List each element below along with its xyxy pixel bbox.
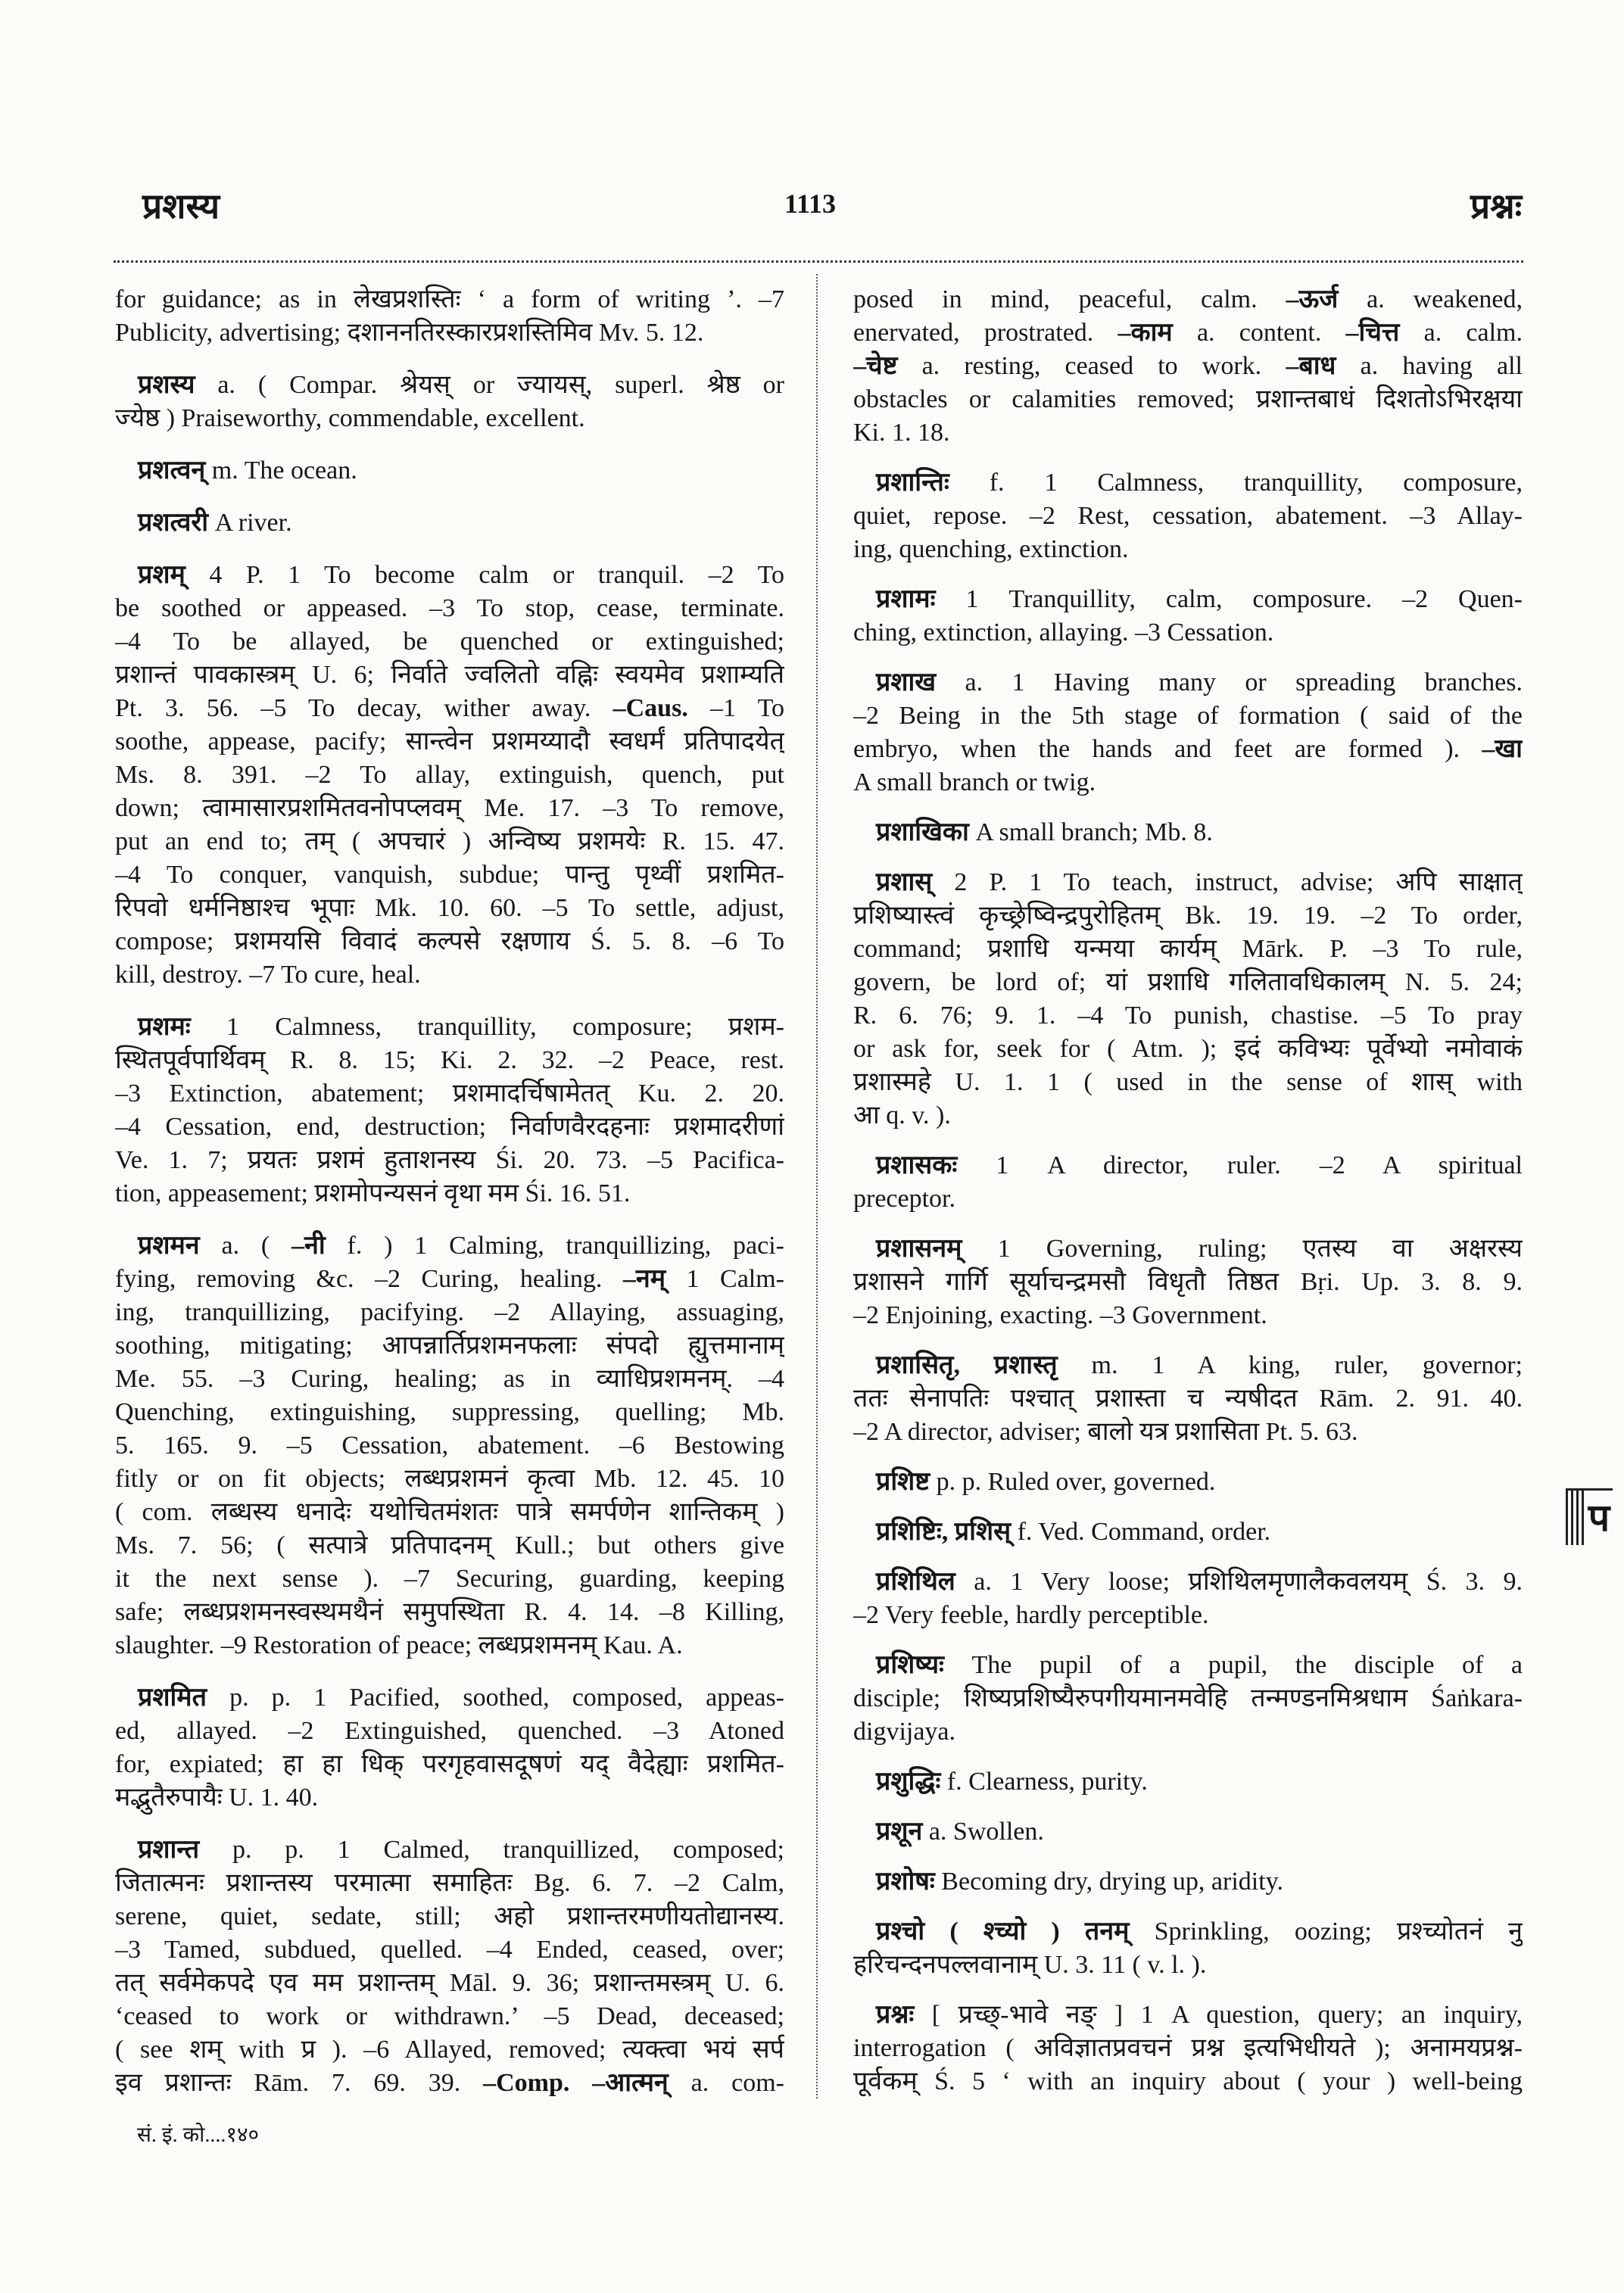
headword: प्रशत्वरी [138,509,209,537]
entry-line [115,1833,784,1867]
thumb-index-letter: प [1588,1496,1610,1540]
entry-line: fitly or on fit objects; लब्धप्रशमनं कृत्वा Mb. 12. 45. 10 [115,1465,784,1493]
subentry-label: –चेष्ट [853,352,898,380]
entry-line [115,506,784,540]
subentry-label: –ऊर्ज [1286,285,1339,313]
right-column [853,283,1523,2115]
line-text: A river. [208,509,292,537]
entry-line: –4 Cessation, end, destruction; निर्वाणवैरदहनाः प्रशमादरीणां [115,1113,784,1141]
dictionary-entry [853,1865,1523,1899]
line-text: f. Ved. Command, order. [1011,1518,1271,1546]
entry-line: serene, quiet, sedate, still; अहो प्रशान्तरमणीयतोद्यानस्य. [115,1902,784,1930]
entry-line: ed, allayed. –2 Extinguished, quenched. –3 Atoned [115,1717,784,1745]
line-text: Sprinkling, oozing; प्रश्च्योतनं नु [1129,1918,1523,1946]
entry-line: obstacles or calamities removed; प्रशान्तबाधं दिशतोऽभिरक्षया [853,385,1523,413]
headword: प्रशिथिल [876,1568,955,1596]
entry-line: govern, be lord of; यां प्रशाधि गलितावधिकालम् N. 5. 24; [853,968,1523,996]
headword: प्रशम् [138,561,185,589]
headword: प्रशस्य [138,371,195,399]
dictionary-entry [115,1011,784,1210]
line-text: f. ) 1 Calming, tranquillizing, paci- [325,1232,784,1260]
line-text: Becoming dry, drying up, aridity. [934,1868,1283,1896]
entry-line: Ve. 1. 7; प्रयतः प्रशमं हुताशनस्य Śi. 20. 73. –5 Pacifica- [115,1146,784,1174]
dictionary-entry [853,1516,1523,1549]
dictionary-entry [853,1149,1523,1216]
entry-line: 5. 165. 9. –5 Cessation, abatement. –6 Bestowing [115,1432,784,1460]
thumb-index-tab [1566,1488,1613,1545]
dictionary-entry [115,559,784,992]
dictionary-entry [853,1466,1523,1499]
entry-line [853,583,1523,616]
line-text: [ प्रच्छ्-भावे नङ् ] 1 A question, query; an inquiry, [914,2001,1523,2029]
line-text: fying, removing &c. –2 Curing, healing. [115,1265,623,1293]
entry-line: Me. 55. –3 Curing, healing; as in व्याधिप्रशमनम्. –4 [115,1365,784,1393]
entry-line [853,1765,1523,1799]
entry-line: compose; प्रशमयसि विवादं कल्पसे रक्षणाय Ś. 5. 8. –6 To [115,927,784,955]
entry-line: for, expiated; हा हा धिक् परगृहवासदूषणं यद् वैदेह्याः प्रशमित- [115,1750,784,1778]
entry-line [853,1915,1523,1949]
line-text: p. p. 1 Calmed, tranquillized, composed; [199,1836,784,1864]
headword: प्रशाखिका [876,818,969,846]
entry-line: –3 Extinction, abatement; प्रशमादर्चिषामेतत् Ku. 2. 20. [115,1080,784,1108]
entry-line: ing, tranquillizing, pacifying. –2 Allaying, assuaging, [115,1298,784,1326]
line-text: 2 P. 1 To teach, instruct, advise; अपि साक्षात् [932,868,1523,896]
dictionary-entry [853,666,1523,799]
entry-line: Quenching, extinguishing, suppressing, quelling; Mb. [115,1398,784,1426]
headword: प्रशासकः [876,1151,958,1179]
entry-line: Ms. 8. 391. –2 To allay, extinguish, quench, put [115,761,784,789]
entry-line: or ask for, seek for ( Atm. ); इदं कविभ्यः पूर्वेभ्यो नमोवाकं [853,1035,1523,1063]
entry-line: A small branch or twig. [853,768,1096,796]
entry-line: Publicity, advertising; दशाननतिरस्कारप्रशस्तिमिव Mv. 5. 12. [115,319,704,347]
subentry-label: –नी [291,1232,326,1260]
entry-line: disciple; शिष्यप्रशिष्यैरुपगीयमानमवेहि तन्मण्डनमिश्रधाम Śaṅkara- [853,1684,1523,1712]
entry-line: जितात्मनः प्रशान्तस्य परमात्मा समाहितः Bg. 6. 7. –2 Calm, [115,1869,784,1897]
running-head-first-word: प्रशस्य [142,187,220,226]
dictionary-entry [853,1915,1523,1982]
entry-line: safe; लब्धप्रशमनस्वस्थमथैनं समुपस्थिता R. 4. 14. –8 Killing, [115,1598,784,1626]
dictionary-entry [115,369,784,435]
dictionary-entry [853,866,1523,1132]
dictionary-entry [115,506,784,540]
entry-line [115,454,784,488]
headword: प्रशमित [138,1684,207,1712]
line-text: a. Swollen. [922,1818,1044,1846]
headword: प्रशमः [138,1013,191,1041]
line-text: 1 Tranquillity, calm, composure. –2 Quen- [935,585,1523,613]
line-text: m. 1 A king, ruler, governor; [1057,1351,1523,1379]
line-text: 4 P. 1 To become calm or tranquil. –2 To [185,561,784,589]
entry-line: स्थितपूर्वपार्थिवम् R. 8. 15; Ki. 2. 32. –2 Peace, rest. [115,1046,784,1074]
headword: प्रशासितृ, प्रशास्तृ [876,1351,1058,1379]
running-head-last-word: प्रश्नः [1470,187,1522,226]
entry-line [853,866,1523,899]
entry-line [853,1349,1523,1382]
entry-line: हरिचन्दनपल्लवानाम् U. 3. 11 ( v. l. ). [853,1951,1207,1979]
line-text: Pt. 3. 56. –5 To decay, wither away. [115,694,613,722]
entry-line: digvijaya. [853,1718,956,1746]
entry-line [115,1681,784,1715]
headword: प्रशाख [876,668,937,696]
dictionary-entry [115,454,784,488]
line-text: p. p. Ruled over, governed. [930,1468,1216,1496]
headword: प्रशुद्धिः [876,1768,941,1796]
entry-line: ching, extinction, allaying. –3 Cessation. [853,618,1274,646]
entry-line [115,559,784,592]
entry-line: tion, appeasement; प्रशमोपन्यसनं वृथा मम Śi. 16. 51. [115,1179,631,1207]
entry-line: –2 A director, adviser; बालो यत्र प्रशासिता Pt. 5. 63. [853,1418,1358,1446]
dictionary-entry [115,1229,784,1662]
subentry-label: –बाध [1286,352,1336,380]
entry-line: प्रशिष्यास्त्वं कृच्छ्रेष्विन्द्रपुरोहितम् Bk. 19. 19. –2 To order, [853,902,1523,930]
entry-line: ततः सेनापतिः पश्चात् प्रशास्ता च न्यषीदत Rām. 2. 91. 40. [853,1385,1523,1413]
entry-line: kill, destroy. –7 To cure, heal. [115,961,421,989]
headword: प्रशमन [138,1232,200,1260]
headword: प्रशिष्यः [876,1651,944,1679]
line-text: a. having all [1336,352,1523,380]
entry-line: ( com. लब्धस्य धनादेः यथोचितमंशतः पात्रे समर्पणेन शान्तिकम् ) [115,1498,784,1526]
headword: प्रशान्तिः [876,469,949,497]
entry-line: for guidance; as in लेखप्रशस्तिः ‘ a form of writing ’. –7 [115,285,784,313]
entry-line: Ms. 7. 56; ( सत्पात्रे प्रतिपादनम् Kull.; but others give [115,1531,784,1559]
subentry-label: –काम [1117,319,1173,347]
dictionary-entry [853,1349,1523,1449]
subentry-label: –खा [1482,735,1523,763]
entry-line [853,316,1523,350]
dictionary-entry [853,1566,1523,1632]
line-text: m. The ocean. [205,456,357,484]
headword: प्रश्चो ( श्च्यो ) तनम् [876,1918,1130,1946]
headword: प्रशामः [876,585,936,613]
line-text: a. calm. [1399,319,1523,347]
line-text: a. ( [199,1232,292,1260]
entry-line: down; त्वामासारप्रशमितवनोपप्लवम् Me. 17. –3 To remove, [115,794,784,822]
entry-line: R. 6. 76; 9. 1. –4 To punish, chastise. –5 To pray [853,1002,1523,1030]
entry-line: be soothed or appeased. –3 To stop, cease, terminate. [115,594,784,622]
dictionary-entry [115,1681,784,1815]
column-divider [816,274,818,2098]
entry-line [853,1516,1523,1549]
entry-line: ज्येष्ठ ) Praiseworthy, commendable, excellent. [115,404,585,432]
header-rule [114,260,1523,263]
entry-line: soothing, mitigating; आपन्नार्तिप्रशमनफलाः संपदो ह्युत्तमानाम् [115,1332,784,1360]
entry-line: quiet, repose. –2 Rest, cessation, abatement. –3 Allay- [853,502,1523,530]
headword: प्रशिष्टिः, प्रशिस् [876,1518,1011,1546]
entry-line: command; प्रशाधि यन्मया कार्यम् Mārk. P. –3 To rule, [853,935,1523,963]
entry-line [853,666,1523,699]
dictionary-entry [115,1833,784,2100]
entry-line [853,1999,1523,2032]
line-text: p. p. 1 Pacified, soothed, composed, appeas- [206,1684,784,1712]
headword: प्रशान्त [138,1836,200,1864]
headword: प्रशून [876,1818,923,1846]
entry-line: soothe, appease, pacify; सान्त्वेन प्रशमय्यादौ स्वधर्मं प्रतिपादयेत् [115,727,784,756]
entry-line: प्रशास्महे U. 1. 1 ( used in the sense of शास् with [853,1068,1523,1096]
entry-line: तत् सर्वमेकपदे एव मम प्रशान्तम् Māl. 9. 36; प्रशान्तमस्त्रम् U. 6. [115,1969,784,1997]
entry-line: –2 Very feeble, hardly perceptible. [853,1601,1209,1629]
line-text: posed in mind, peaceful, calm. [853,285,1286,313]
entry-line: प्रशान्तं पावकास्त्रम् U. 6; निर्वाते ज्वलितो वह्निः स्वयमेव प्रशाम्यति [115,661,784,689]
entry-line [853,350,1523,383]
dictionary-entry [853,583,1523,650]
line-text: 1 Calm- [665,1265,784,1293]
entry-line: put an end to; तम् ( अपचारं ) अन्विष्य प्रशमयेः R. 15. 47. [115,827,784,855]
line-text: a. resting, ceased to work. [897,352,1286,380]
thumb-index-bars [1566,1491,1585,1545]
headword: प्रश्नः [876,2001,915,2029]
entry-line: पूर्वकम् Ś. 5 ‘ with an inquiry about ( your ) well-being [853,2067,1523,2095]
entry-line: slaughter. –9 Restoration of peace; लब्धप्रशमनम् Kau. A. [115,1631,683,1659]
entry-line: आ q. v. ). [853,1101,951,1129]
entry-line: interrogation ( अविज्ञातप्रवचनं प्रश्न इत्यभिधीयते ); अनामयप्रश्न- [853,2034,1523,2062]
subentry-label: –नम् [622,1265,666,1293]
entry-line [853,1232,1523,1266]
line-text: 1 Calmness, tranquillity, composure; प्रशम- [190,1013,784,1041]
entry-line: मद्भुतैरुपायैः U. 1. 40. [115,1784,319,1812]
entry-line [115,1011,784,1044]
dictionary-entry [853,1765,1523,1799]
entry-line: ( see शम् with प्र ). –6 Allayed, removed; त्यक्त्वा भयं सर्प [115,2036,784,2064]
line-text: f. Clearness, purity. [940,1768,1148,1796]
line-text: a. 1 Very loose; प्रशिथिलमृणालैकवलयम् Ś. 3. 9. [955,1568,1523,1596]
line-text: 1 A director, ruler. –2 A spiritual [957,1151,1523,1179]
line-text: a. content. [1172,319,1346,347]
page-number: 1113 [784,188,837,219]
line-text: a. com- [668,2069,784,2097]
entry-line [853,1649,1523,1682]
entry-line [115,1229,784,1263]
headword: प्रशासनम् [876,1235,962,1263]
entry-line: –4 To be allayed, be quenched or extinguished; [115,628,784,656]
entry-line [853,816,1523,849]
line-text: enervated, prostrated. [853,319,1118,347]
line-text: a. weakened, [1338,285,1523,313]
subentry-label: –चित्त [1345,319,1400,347]
entry-line: preceptor. [853,1185,955,1213]
entry-line: रिपवो धर्मनिष्ठाश्च भूपाः Mk. 10. 60. –5 To settle, adjust, [115,894,784,922]
line-text: The pupil of a pupil, the disciple of a [943,1651,1523,1679]
entry-line: ing, quenching, extinction. [853,535,1129,563]
entry-line [853,1466,1523,1499]
entry-line [115,369,784,402]
headword: प्रशत्वन् [138,456,206,484]
entry-line [115,1263,784,1296]
line-text: A small branch; Mb. 8. [968,818,1213,846]
line-text: a. 1 Having many or spreading branches. [936,668,1523,696]
entry-line [115,692,784,725]
entry-line: –3 Tamed, subdued, quelled. –4 Ended, ceased, over; [115,1936,784,1964]
entry-line [853,283,1523,316]
headword: प्रशास् [876,868,933,896]
entry-line [853,733,1523,766]
line-text: 1 Governing, ruling; एतस्य वा अक्षरस्य [962,1235,1523,1263]
left-column [115,283,784,2115]
entry-line: it the next sense ). –7 Securing, guarding, keeping [115,1565,784,1593]
line-text: –1 To [687,694,784,722]
entry-line: Ki. 1. 18. [853,419,950,447]
dictionary-entry [853,283,1523,450]
entry-line: –2 Enjoining, exacting. –3 Government. [853,1301,1267,1329]
dictionary-entry [115,283,784,350]
entry-line: ‘ceased to work or withdrawn.’ –5 Dead, deceased; [115,2002,784,2030]
entry-line: –2 Being in the 5th stage of formation ( said of the [853,702,1523,730]
dictionary-entry [853,816,1523,849]
line-text: a. ( Compar. श्रेयस् or ज्यायस्, superl. श्रेष्ठ or [195,371,784,399]
entry-line [853,1149,1523,1182]
dictionary-entry [853,1232,1523,1332]
entry-line [115,2067,784,2100]
line-text: f. 1 Calmness, tranquillity, composure, [949,469,1523,497]
signature-mark: सं. इं. को....१४० [137,2123,260,2147]
entry-line: प्रशासने गार्गि सूर्याचन्द्रमसौ विधृतौ तिष्ठत Bṛi. Up. 3. 8. 9. [853,1268,1523,1296]
entry-line [853,1566,1523,1599]
line-text: इव प्रशान्तः Rām. 7. 69. 39. [115,2069,484,2097]
dictionary-entry [853,1815,1523,1849]
entry-line: –4 To conquer, vanquish, subdue; पान्तु पृथ्वीं प्रशमित- [115,861,784,889]
subentry-label: –Comp. –आत्मन् [483,2069,669,2097]
entry-line [853,466,1523,500]
headword: प्रशोषः [876,1868,935,1896]
dictionary-entry [853,1999,1523,2098]
headword: प्रशिष्ट [876,1468,930,1496]
dictionary-entry [853,466,1523,566]
subentry-label: –Caus. [613,694,688,722]
line-text: embryo, when the hands and feet are formed ). [853,735,1482,763]
entry-line [853,1815,1523,1849]
dictionary-entry [853,1649,1523,1749]
entry-line [853,1865,1523,1899]
